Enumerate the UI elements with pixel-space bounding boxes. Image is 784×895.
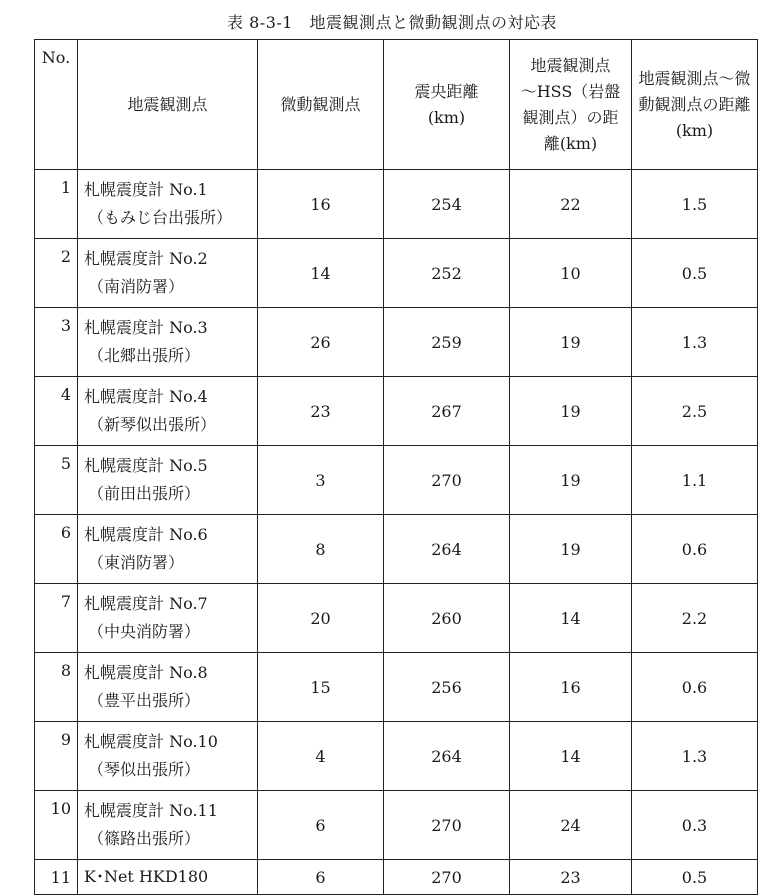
header-epicentral-line1: 震央距離 [414, 81, 479, 101]
station-location: （琴似出張所） [88, 760, 201, 779]
seismic-station-cell [78, 653, 258, 722]
hss-distance-cell: 19 [510, 377, 632, 446]
microtremor-point-cell: 14 [258, 239, 384, 308]
microtremor-point-cell: 6 [258, 791, 384, 860]
table-row [35, 860, 758, 895]
microtremor-point-cell: 6 [258, 860, 384, 895]
hss-distance-cell: 23 [510, 860, 632, 895]
station-distance-cell: 0.6 [632, 653, 758, 722]
station-distance-cell: 0.5 [632, 860, 758, 895]
epicentral-distance-cell: 259 [384, 308, 510, 377]
hss-distance-cell: 19 [510, 308, 632, 377]
station-name: 札幌震度計 No.7 [84, 594, 208, 613]
station-name: 札幌震度計 No.5 [84, 456, 208, 475]
seismic-station-cell [78, 860, 258, 895]
station-location: （篠路出張所） [88, 829, 201, 848]
microtremor-point-cell: 16 [258, 170, 384, 239]
station-distance-cell: 1.5 [632, 170, 758, 239]
table-row [35, 377, 758, 446]
seismic-station-cell [78, 584, 258, 653]
station-location: （もみじ台出張所） [88, 208, 233, 227]
table-row [35, 446, 758, 515]
epicentral-distance-cell: 252 [384, 239, 510, 308]
row-number: 1 [35, 170, 78, 239]
station-location: （南消防署） [88, 277, 185, 296]
station-name: 札幌震度計 No.10 [84, 732, 218, 751]
table-row [35, 791, 758, 860]
hss-distance-cell: 22 [510, 170, 632, 239]
hss-distance-cell: 14 [510, 584, 632, 653]
row-number: 11 [35, 860, 78, 895]
header-hss-distance [510, 40, 632, 170]
epicentral-distance-cell: 264 [384, 515, 510, 584]
hss-distance-cell: 24 [510, 791, 632, 860]
station-name: 札幌震度計 No.2 [84, 249, 208, 268]
station-distance-cell: 0.6 [632, 515, 758, 584]
header-dist-line3: (km) [675, 120, 714, 140]
seismic-station-cell [78, 239, 258, 308]
station-location: （新琴似出張所） [88, 415, 217, 434]
header-seismic-station: 地震観測点 [78, 40, 258, 170]
row-number: 6 [35, 515, 78, 584]
seismic-station-cell [78, 515, 258, 584]
header-row [35, 40, 758, 170]
epicentral-distance-cell: 270 [384, 791, 510, 860]
table-row [35, 584, 758, 653]
header-hss-line4: 離(km) [543, 133, 598, 153]
station-location: （前田出張所） [88, 484, 201, 503]
station-distance-cell: 0.3 [632, 791, 758, 860]
header-hss-line3: 観測点）の距 [522, 107, 619, 127]
station-location: （北郷出張所） [88, 346, 201, 365]
station-name: 札幌震度計 No.11 [84, 801, 218, 820]
header-no: No. [35, 40, 78, 170]
row-number: 7 [35, 584, 78, 653]
header-dist-line2: 動観測点の距離 [638, 94, 751, 114]
header-dist-line1: 地震観測点〜微 [638, 68, 751, 88]
station-correspondence-table [34, 39, 758, 895]
row-number: 10 [35, 791, 78, 860]
epicentral-distance-cell: 270 [384, 446, 510, 515]
station-distance-cell: 2.5 [632, 377, 758, 446]
station-location: （豊平出張所） [88, 691, 201, 710]
header-hss-line1: 地震観測点 [530, 55, 611, 75]
header-hss-line2: 〜HSS（岩盤 [520, 81, 621, 101]
row-number: 8 [35, 653, 78, 722]
epicentral-distance-cell: 264 [384, 722, 510, 791]
station-distance-cell: 1.3 [632, 308, 758, 377]
microtremor-point-cell: 8 [258, 515, 384, 584]
seismic-station-cell [78, 170, 258, 239]
table-row [35, 722, 758, 791]
station-name: 札幌震度計 No.3 [84, 318, 208, 337]
table-caption: 表 8-3-1 地震観測点と微動観測点の対応表 [227, 13, 557, 32]
epicentral-distance-cell: 254 [384, 170, 510, 239]
station-distance-cell: 1.1 [632, 446, 758, 515]
station-name: 札幌震度計 No.8 [84, 663, 208, 682]
hss-distance-cell: 16 [510, 653, 632, 722]
hss-distance-cell: 14 [510, 722, 632, 791]
epicentral-distance-cell: 267 [384, 377, 510, 446]
station-name: 札幌震度計 No.6 [84, 525, 208, 544]
header-microtremor-point: 微動観測点 [258, 40, 384, 170]
station-distance-cell: 2.2 [632, 584, 758, 653]
seismic-station-cell [78, 446, 258, 515]
header-station-distance [632, 40, 758, 170]
microtremor-point-cell: 23 [258, 377, 384, 446]
table-row [35, 308, 758, 377]
microtremor-point-cell: 3 [258, 446, 384, 515]
row-number: 4 [35, 377, 78, 446]
station-name: 札幌震度計 No.4 [84, 387, 208, 406]
table-row [35, 653, 758, 722]
header-epicentral-distance [384, 40, 510, 170]
hss-distance-cell: 10 [510, 239, 632, 308]
station-location: （中央消防署） [88, 622, 201, 641]
station-location: （東消防署） [88, 553, 185, 572]
hss-distance-cell: 19 [510, 446, 632, 515]
table-row [35, 170, 758, 239]
row-number: 3 [35, 308, 78, 377]
table-row [35, 515, 758, 584]
station-name: 札幌震度計 No.1 [84, 180, 208, 199]
station-name: K･Net HKD180 [84, 867, 209, 886]
epicentral-distance-cell: 256 [384, 653, 510, 722]
microtremor-point-cell: 20 [258, 584, 384, 653]
epicentral-distance-cell: 260 [384, 584, 510, 653]
microtremor-point-cell: 4 [258, 722, 384, 791]
seismic-station-cell [78, 791, 258, 860]
seismic-station-cell [78, 722, 258, 791]
microtremor-point-cell: 26 [258, 308, 384, 377]
epicentral-distance-cell: 270 [384, 860, 510, 895]
station-distance-cell: 0.5 [632, 239, 758, 308]
station-distance-cell: 1.3 [632, 722, 758, 791]
seismic-station-cell [78, 308, 258, 377]
microtremor-point-cell: 15 [258, 653, 384, 722]
seismic-station-cell [78, 377, 258, 446]
hss-distance-cell: 19 [510, 515, 632, 584]
table-row [35, 239, 758, 308]
row-number: 5 [35, 446, 78, 515]
row-number: 9 [35, 722, 78, 791]
row-number: 2 [35, 239, 78, 308]
header-epicentral-line2: (km) [427, 107, 466, 127]
